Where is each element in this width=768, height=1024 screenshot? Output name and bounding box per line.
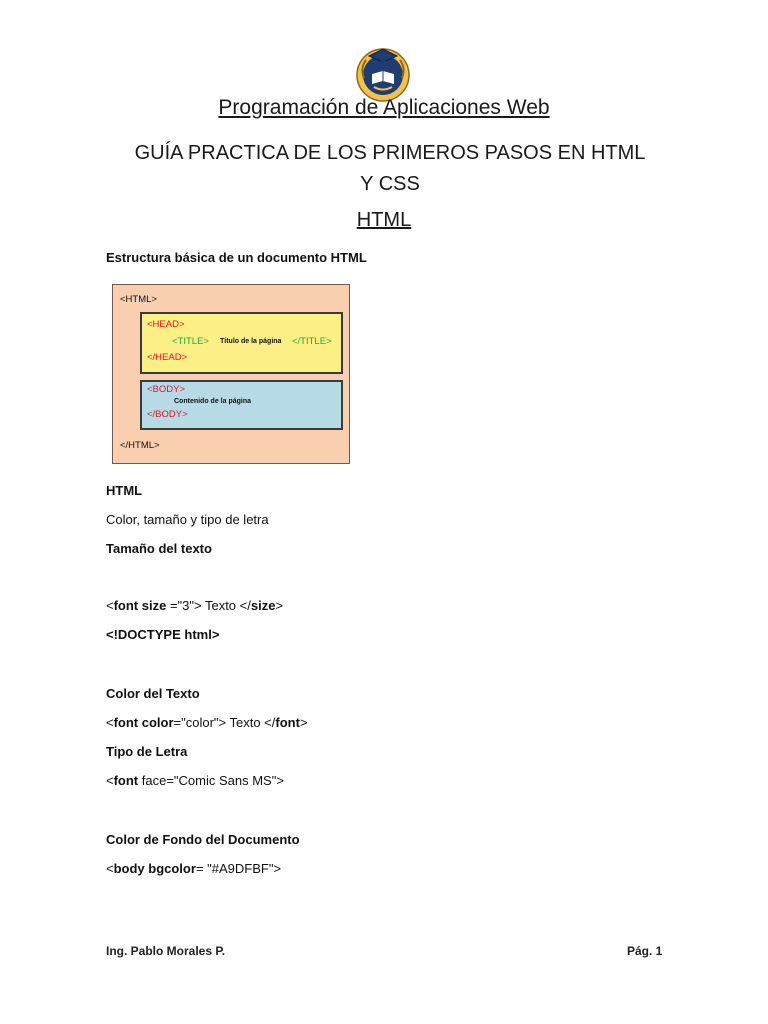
code-value: face="Comic Sans MS"> (138, 773, 284, 788)
course-title: Programación de Aplicaciones Web (218, 96, 550, 119)
graduation-book-emblem-icon (352, 42, 414, 104)
title-text: Título de la página (220, 338, 282, 345)
size-heading: Tamaño del texto (106, 541, 212, 556)
color-code (106, 715, 308, 730)
color-heading: Color del Texto (106, 686, 200, 701)
body-text: Contenido de la página (174, 398, 252, 405)
html-heading: HTML (106, 483, 143, 498)
code-lt: < (106, 598, 114, 613)
doctype-line: <!DOCTYPE html> (106, 627, 220, 642)
code-lt: < (106, 773, 114, 788)
guide-title: GUÍA PRACTICA DE LOS PRIMEROS PASOS EN HTML Y CSS (134, 142, 646, 195)
body-box (140, 380, 343, 430)
code-lt: < (106, 715, 114, 730)
code-keyword: font size (113, 598, 167, 613)
title-close-tag: </TITLE> (292, 336, 332, 347)
head-open-tag: <HEAD> (147, 319, 185, 330)
code-keyword: font (275, 715, 300, 730)
bg-code (106, 861, 281, 876)
intro-text: Color, tamaño y tipo de letra (106, 512, 269, 527)
footer-page-number: Pág. 1 (627, 944, 663, 958)
code-value: = "#A9DFBF"> (195, 861, 282, 876)
code-keyword: size (250, 598, 276, 613)
head-box (140, 312, 343, 374)
html-structure-diagram (112, 284, 350, 464)
code-end: > (299, 715, 308, 730)
title-open-tag: <TITLE> (172, 336, 209, 347)
structure-heading: Estructura básica de un documento HTML (106, 250, 367, 265)
code-keyword: font (113, 773, 139, 788)
bg-heading: Color de Fondo del Documento (106, 832, 300, 847)
code-keyword: body bgcolor (113, 861, 196, 876)
section-title: HTML (356, 209, 412, 231)
body-close-tag: </BODY> (147, 409, 188, 420)
code-value: ="color"> Texto </ (173, 715, 276, 730)
code-end: > (275, 598, 284, 613)
html-open-tag: <HTML> (120, 294, 157, 305)
html-close-tag: </HTML> (120, 440, 160, 451)
size-code (106, 598, 283, 613)
code-lt: < (106, 861, 114, 876)
head-close-tag: </HEAD> (147, 352, 188, 363)
font-heading: Tipo de Letra (106, 744, 188, 759)
code-value: ="3"> Texto </ (166, 598, 251, 613)
body-open-tag: <BODY> (147, 384, 186, 395)
code-keyword: font color (113, 715, 174, 730)
footer-author: Ing. Pablo Morales P. (106, 944, 226, 958)
font-code (106, 773, 284, 788)
